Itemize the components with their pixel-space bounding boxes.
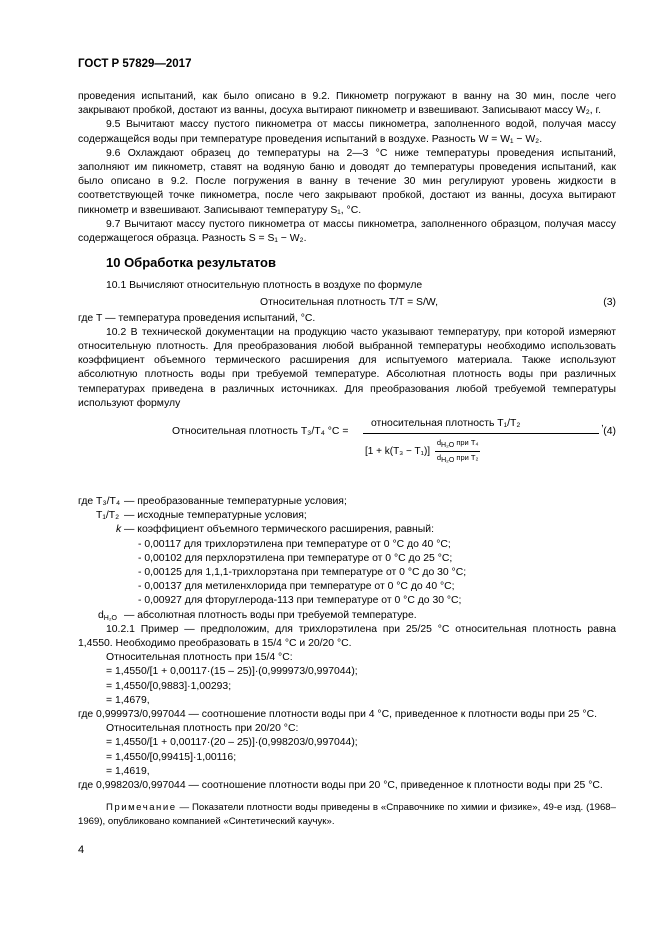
where-T: где T — температура проведения испытаний, °С.: [78, 312, 316, 324]
fraction-bar: [363, 433, 599, 434]
example-line: = 1,4619,: [106, 765, 150, 777]
definition-item: [78, 523, 616, 537]
document-header: ГОСТ Р 57829—2017: [78, 58, 192, 70]
paragraph-10-2: 10.2 В технической документации на продукцию часто указывают температуру, при которой измеряют относительную плотность. Для преобразования любой выбранной температуры необходимо использовать коэффициент объемного термического расширения для испытуемого материала. Также используют абсолютную плотность воды при требуемой температуре. Абсолютная плотность воды при различных температурах приведена в различных источниках. Для преобразования любой требуемой температуры используют формулу: [78, 326, 616, 409]
k-value-item: - 0,00117 для трихлорэтилена при температуре от 0 °С до 40 °С;: [138, 538, 451, 550]
example-line: = 1,4550/[0,9883]·1,00293;: [106, 680, 232, 692]
paragraph-9-6: 9.6 Охлаждают образец до температуры на 2—3 °С ниже температуры проведения испытаний, заполняют им пикнометр, ставят на водяную баню и доводят до температуры проведения испытаний, как было описано в 9.2. После погружения в ванну в течение 30 мин регулируют уровень жидкости в соответствующей точке пикнометра, после чего закрывают пробкой, достают из ванны, досуха вытирают пикнометр и взвешивают. Записывают температуру S₁, °С.: [78, 147, 616, 216]
definition-item: [78, 609, 616, 623]
example-line: Относительная плотность при 15/4 °С:: [106, 652, 293, 664]
note-label: Примечание: [106, 802, 177, 814]
definitions: [78, 495, 616, 623]
density-top: dH₂O при T₄: [436, 438, 479, 450]
note: [78, 801, 616, 828]
k-value-item: - 0,00125 для 1,1,1-трихлорэтана при температуре от 0 °С до 30 °С;: [138, 567, 467, 579]
definition-desc: — абсолютная плотность воды при требуемой температуре.: [124, 609, 417, 621]
equation-4-bracket: [1 + k(T₃ − T₁)]: [365, 446, 431, 458]
equation-3: [78, 294, 616, 312]
ratio-4: где 0,999973/0,997044 — соотношение плотности воды при 4 °С, приведенное к плотности воды при 25 °С.: [78, 709, 597, 721]
density-ratio: [435, 437, 481, 466]
equation-4: [78, 413, 616, 491]
example-line: = 1,4550/[1 + 0,00117·(15 – 25)]·(0,999973/0,997044);: [106, 666, 358, 678]
equation-3-number: (3): [603, 296, 616, 308]
paragraph-10-1: 10.1 Вычисляют относительную плотность в воздухе по формуле: [106, 280, 423, 292]
equation-4-comma: ,: [601, 418, 604, 430]
document-body: [78, 90, 616, 828]
example-15-4: [78, 651, 616, 708]
definition-desc: — коэффициент объемного термического расширения, равный:: [124, 524, 434, 536]
example-line: = 1,4550/[1 + 0,00117·(20 – 25)]·(0,998203/0,997044);: [106, 737, 358, 749]
paragraph-9-7: 9.7 Вычитают массу пустого пикнометра от массы пикнометра, заполненного образцом, получая массу содержащегося образца. Разность S = S₁ − W₂.: [78, 218, 616, 245]
example-20-20: [78, 722, 616, 779]
definition-item: [78, 495, 616, 509]
definition-term: где T₃/T₄: [78, 496, 121, 508]
example-line: = 1,4679,: [106, 694, 150, 706]
definition-term: k: [116, 524, 122, 536]
k-value-item: - 0,00927 для фторуглерода-113 при температуре от 0 °С до 30 °С;: [138, 595, 462, 607]
paragraph-9-5: 9.5 Вычитают массу пустого пикнометра от массы пикнометра, заполненного водой, получая массу содержащейся воды при температуре проведения испытаний в воздухе. Разность W = W₁ − W₂.: [78, 119, 616, 145]
density-bottom: dH₂O при T₂: [435, 451, 481, 466]
example-line: = 1,4550/[0,99415]·1,00116;: [106, 751, 237, 763]
ratio-20: где 0,998203/0,997044 — соотношение плотности воды при 20 °С, приведенное к плотности воды при 25 °С.: [78, 780, 603, 792]
equation-4-numerator: относительная плотность T₁/T₂: [371, 418, 521, 430]
definition-desc: — преобразованные температурные условия;: [124, 496, 347, 508]
page-number: 4: [78, 844, 85, 856]
paragraph-10-2-1: 10.2.1 Пример — предположим, для трихлорэтилена при 25/25 °С относительная плотность равна 1,4550. Необходимо преобразовать в 15/4 °С и 20/20 °С.: [78, 623, 616, 650]
k-value-item: - 0,00102 для перхлорэтилена при температуре от 0 °С до 25 °С;: [138, 552, 453, 564]
equation-4-lhs: Относительная плотность T₃/T₄ °С =: [172, 426, 349, 438]
definition-desc: — исходные температурные условия;: [124, 510, 307, 522]
equation-3-text: Относительная плотность T/T = S/W,: [260, 296, 438, 308]
definition-term: T₁/T₂: [96, 510, 120, 522]
k-values-list: [78, 538, 616, 609]
equation-4-denominator: [365, 437, 480, 466]
equation-4-number: (4): [603, 426, 616, 438]
note-text: — Показатели плотности воды приведены в «Справочнике по химии и физике», 49-е изд. (1968–1969), опубликовано компанией «Синтетический каучук».: [78, 802, 616, 827]
section-heading: 10 Обработка результатов: [106, 255, 276, 271]
k-value-item: - 0,00137 для метиленхлорида при температуре от 0 °С до 40 °С;: [138, 581, 455, 593]
definition-term: $d_{H_2O}$: [98, 609, 117, 622]
definition-item: [78, 509, 616, 523]
example-line: Относительная плотность при 20/20 °С:: [106, 723, 299, 735]
paragraph-intro: проведения испытаний, как было описано в 9.2. Пикнометр погружают в ванну на 30 мин, после чего закрывают пробкой, достают из ванны, досуха вытирают пикнометр и взвешивают. Записывают массу W₂, г.: [78, 91, 616, 117]
